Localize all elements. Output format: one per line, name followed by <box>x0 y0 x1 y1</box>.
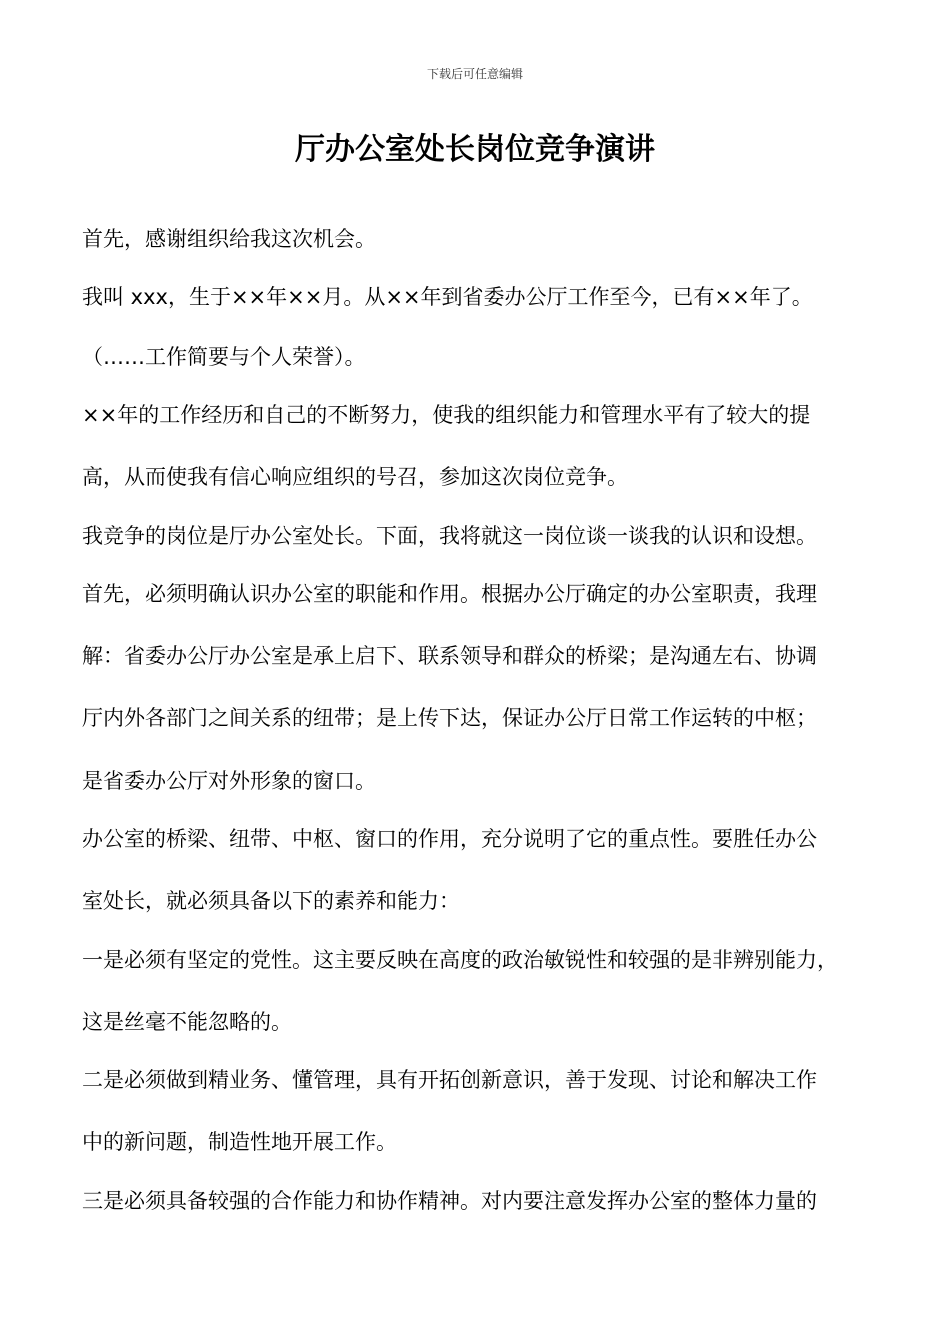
paragraph-line: 中的新问题，制造性地开展工作。 <box>82 1130 397 1154</box>
paragraph-line: 我竞争的岗位是厅办公室处长。下面，我将就这一岗位谈一谈我的认识和设想。 <box>82 524 817 548</box>
paragraph-line: 这是丝毫不能忽略的。 <box>82 1010 292 1034</box>
paragraph-line: 高，从而使我有信心响应组织的号召，参加这次岗位竞争。 <box>82 465 628 489</box>
paragraph-line: ××年的工作经历和自己的不断努力，使我的组织能力和管理水平有了较大的提 <box>82 403 811 427</box>
paragraph-line: 二是必须做到精业务、懂管理，具有开拓创新意识，善于发现、讨论和解决工作 <box>82 1068 817 1092</box>
paragraph-line: 室处长，就必须具备以下的素养和能力： <box>82 889 460 913</box>
paragraph-line: 三是必须具备较强的合作能力和协作精神。对内要注意发挥办公室的整体力量的 <box>82 1189 817 1213</box>
paragraph-line: 首先，感谢组织给我这次机会。 <box>82 227 376 251</box>
paragraph-line: 首先，必须明确认识办公室的职能和作用。根据办公厅确定的办公室职责，我理 <box>82 582 817 606</box>
paragraph-line: 一是必须有坚定的党性。这主要反映在高度的政治敏锐性和较强的是非辨别能力， <box>82 948 838 972</box>
paragraph-line: （……工作简要与个人荣誉）。 <box>82 345 366 369</box>
paragraph-line: 办公室的桥梁、纽带、中枢、窗口的作用，充分说明了它的重点性。要胜任办公 <box>82 827 817 851</box>
paragraph-line: 我叫 xxx，生于××年××月。从××年到省委办公厅工作至今，已有××年了。 <box>82 285 813 309</box>
document-title: 厅办公室处长岗位竞争演讲 <box>295 132 655 167</box>
paragraph-line: 厅内外各部门之间关系的纽带；是上传下达，保证办公厅日常工作运转的中枢； <box>82 706 817 730</box>
paragraph-line: 解：省委办公厅办公室是承上启下、联系领导和群众的桥梁；是沟通左右、协调 <box>82 644 817 668</box>
paragraph-line: 是省委办公厅对外形象的窗口。 <box>82 769 376 793</box>
header-note: 下载后可任意编辑 <box>426 67 523 81</box>
